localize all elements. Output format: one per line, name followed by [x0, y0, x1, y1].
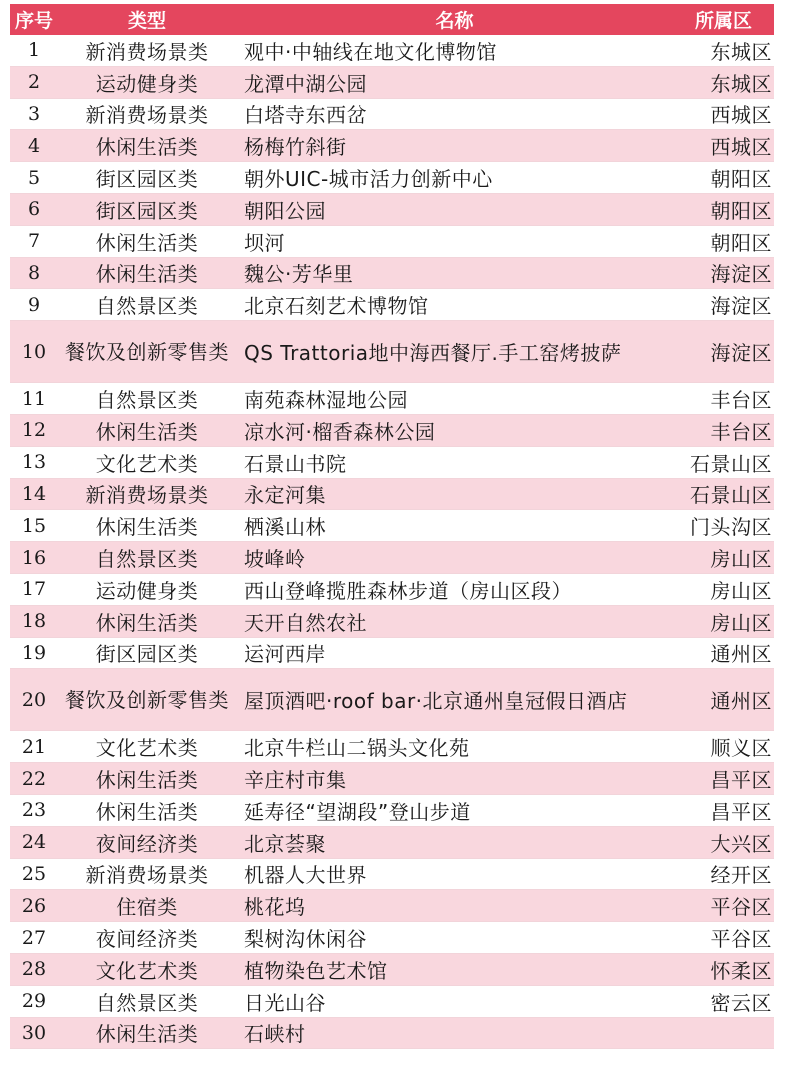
table-row [10, 606, 774, 638]
cell-no: 13 [21, 451, 47, 474]
attractions-table [10, 4, 774, 1049]
table-row [10, 922, 774, 954]
cell-name: 栖溪山林 [244, 515, 326, 540]
cell-no: 19 [21, 641, 47, 664]
cell-type: 文化艺术类 [95, 451, 199, 476]
cell-name: 南苑森林湿地公园 [244, 388, 408, 413]
cell-name: 桃花坞 [244, 895, 306, 920]
header-no: 序号 [14, 10, 53, 32]
cell-no: 1 [27, 39, 41, 62]
cell-district: 房山区 [710, 610, 772, 635]
cell-district: 朝阳区 [710, 167, 772, 192]
cell-name: 机器人大世界 [244, 863, 367, 888]
cell-name: 朝阳公园 [244, 198, 326, 223]
cell-district: 昌平区 [710, 799, 772, 824]
cell-name: 运河西岸 [244, 642, 326, 667]
cell-district: 海淀区 [710, 341, 772, 366]
cell-no: 9 [27, 293, 41, 316]
cell-district: 大兴区 [710, 831, 772, 856]
cell-district: 昌平区 [710, 768, 772, 793]
table-row [10, 954, 774, 986]
cell-district: 丰台区 [710, 388, 772, 413]
cell-no: 16 [21, 546, 47, 569]
cell-type: 自然景区类 [95, 294, 199, 319]
table-row [10, 226, 774, 258]
cell-district: 通州区 [710, 642, 772, 667]
table-row [10, 194, 774, 226]
cell-district: 门头沟区 [690, 515, 772, 540]
cell-type: 自然景区类 [95, 990, 199, 1015]
table-row [10, 795, 774, 827]
cell-no: 21 [21, 735, 47, 758]
cell-no: 8 [27, 261, 41, 284]
cell-name: 北京牛栏山二锅头文化苑 [244, 736, 470, 761]
cell-no: 10 [21, 340, 47, 363]
cell-name: 辛庄村市集 [244, 768, 347, 793]
cell-no: 30 [21, 1021, 47, 1044]
cell-no: 27 [21, 926, 47, 949]
cell-name: 天开自然农社 [244, 610, 367, 635]
cell-no: 4 [27, 134, 41, 157]
cell-district: 石景山区 [690, 483, 772, 508]
cell-type: 餐饮及创新零售类 [65, 687, 229, 712]
table-row [10, 258, 774, 290]
cell-no: 22 [21, 767, 47, 790]
cell-name: 龙潭中湖公园 [244, 71, 367, 96]
cell-district: 海淀区 [710, 294, 772, 319]
table-row [10, 35, 774, 67]
table-row [10, 890, 774, 922]
cell-district: 怀柔区 [710, 958, 772, 983]
cell-district: 石景山区 [690, 451, 772, 476]
table-row [10, 1018, 774, 1050]
table-row [10, 859, 774, 891]
cell-type: 自然景区类 [95, 388, 199, 413]
cell-type: 休闲生活类 [95, 230, 199, 255]
cell-type: 餐饮及创新零售类 [65, 339, 229, 364]
cell-no: 3 [27, 102, 41, 125]
cell-no: 14 [21, 482, 47, 505]
table-row [10, 574, 774, 606]
table-row [10, 669, 774, 731]
cell-name: 朝外UIC-城市活力创新中心 [244, 167, 493, 192]
cell-type: 休闲生活类 [95, 1022, 199, 1047]
cell-name: 杨梅竹斜街 [244, 135, 347, 160]
cell-no: 20 [21, 688, 47, 711]
cell-type: 休闲生活类 [95, 768, 199, 793]
cell-type: 休闲生活类 [95, 262, 199, 287]
cell-name: 延寿径“望湖段”登山步道 [244, 799, 471, 824]
table-row [10, 383, 774, 415]
cell-name: 北京石刻艺术博物馆 [244, 294, 429, 319]
cell-district: 东城区 [710, 39, 772, 64]
cell-name: 观中·中轴线在地文化博物馆 [244, 39, 497, 64]
cell-type: 文化艺术类 [95, 736, 199, 761]
cell-name: 坝河 [244, 230, 285, 255]
cell-no: 26 [21, 894, 47, 917]
cell-no: 25 [21, 862, 47, 885]
cell-no: 5 [27, 166, 41, 189]
cell-type: 街区园区类 [95, 198, 199, 223]
cell-name: 日光山谷 [244, 990, 326, 1015]
cell-name: QS Trattoria地中海西餐厅.手工窑烤披萨 [244, 341, 622, 366]
cell-type: 新消费场景类 [85, 39, 209, 64]
cell-no: 23 [21, 799, 47, 822]
table-row [10, 162, 774, 194]
cell-district: 经开区 [710, 863, 772, 888]
cell-type: 新消费场景类 [85, 103, 209, 128]
cell-district: 顺义区 [710, 736, 772, 761]
cell-no: 28 [21, 958, 47, 981]
cell-name: 凉水河·榴香森林公园 [244, 419, 436, 444]
table-row [10, 510, 774, 542]
table-row [10, 67, 774, 99]
table-header [10, 4, 774, 35]
cell-district: 房山区 [710, 578, 772, 603]
cell-type: 休闲生活类 [95, 419, 199, 444]
cell-district: 密云区 [710, 990, 772, 1015]
cell-type: 街区园区类 [95, 642, 199, 667]
cell-type: 新消费场景类 [85, 863, 209, 888]
cell-no: 29 [21, 990, 47, 1013]
header-type: 类型 [127, 10, 166, 32]
cell-district: 朝阳区 [710, 230, 772, 255]
table-row [10, 289, 774, 321]
cell-type: 住宿类 [116, 895, 178, 920]
table-row [10, 542, 774, 574]
table-body [10, 35, 774, 1049]
cell-type: 休闲生活类 [95, 610, 199, 635]
cell-name: 梨树沟休闲谷 [244, 927, 367, 952]
cell-type: 运动健身类 [95, 578, 199, 603]
table-row [10, 415, 774, 447]
cell-no: 15 [21, 514, 47, 537]
cell-district: 朝阳区 [710, 198, 772, 223]
cell-name: 北京荟聚 [244, 831, 326, 856]
table-row [10, 479, 774, 511]
cell-district: 东城区 [710, 71, 772, 96]
header-name: 名称 [435, 10, 474, 32]
cell-name: 白塔寺东西岔 [244, 103, 367, 128]
cell-no: 12 [21, 419, 47, 442]
table-row [10, 99, 774, 131]
cell-district: 西城区 [710, 103, 772, 128]
cell-name: 石景山书院 [244, 451, 347, 476]
cell-type: 运动健身类 [95, 71, 199, 96]
cell-type: 新消费场景类 [85, 483, 209, 508]
cell-name: 植物染色艺术馆 [244, 958, 388, 983]
cell-type: 文化艺术类 [95, 958, 199, 983]
cell-no: 17 [21, 578, 47, 601]
cell-name: 永定河集 [244, 483, 326, 508]
cell-name: 魏公·芳华里 [244, 262, 354, 287]
cell-name: 坡峰岭 [244, 547, 306, 572]
cell-district: 平谷区 [710, 927, 772, 952]
cell-type: 夜间经济类 [95, 831, 199, 856]
cell-type: 休闲生活类 [95, 515, 199, 540]
table-row [10, 638, 774, 670]
cell-no: 6 [27, 198, 41, 221]
cell-district: 通州区 [710, 689, 772, 714]
cell-district: 西城区 [710, 135, 772, 160]
cell-district: 丰台区 [710, 419, 772, 444]
table-row [10, 321, 774, 383]
cell-district: 房山区 [710, 547, 772, 572]
cell-no: 7 [27, 230, 41, 253]
cell-type: 休闲生活类 [95, 799, 199, 824]
cell-name: 石峡村 [244, 1022, 306, 1047]
cell-no: 2 [27, 71, 41, 94]
cell-district: 海淀区 [710, 262, 772, 287]
header-district: 所属区 [694, 10, 752, 32]
cell-type: 夜间经济类 [95, 927, 199, 952]
table-row [10, 130, 774, 162]
table-row [10, 986, 774, 1018]
cell-name: 屋顶酒吧·roof bar·北京通州皇冠假日酒店 [244, 689, 628, 714]
cell-type: 街区园区类 [95, 167, 199, 192]
cell-no: 11 [21, 387, 47, 410]
cell-type: 休闲生活类 [95, 135, 199, 160]
table-row [10, 827, 774, 859]
cell-no: 24 [21, 831, 47, 854]
table-row [10, 731, 774, 763]
table-row [10, 763, 774, 795]
table-row [10, 447, 774, 479]
cell-district: 平谷区 [710, 895, 772, 920]
cell-name: 西山登峰揽胜森林步道（房山区段） [244, 578, 572, 603]
cell-type: 自然景区类 [95, 547, 199, 572]
cell-no: 18 [21, 610, 47, 633]
